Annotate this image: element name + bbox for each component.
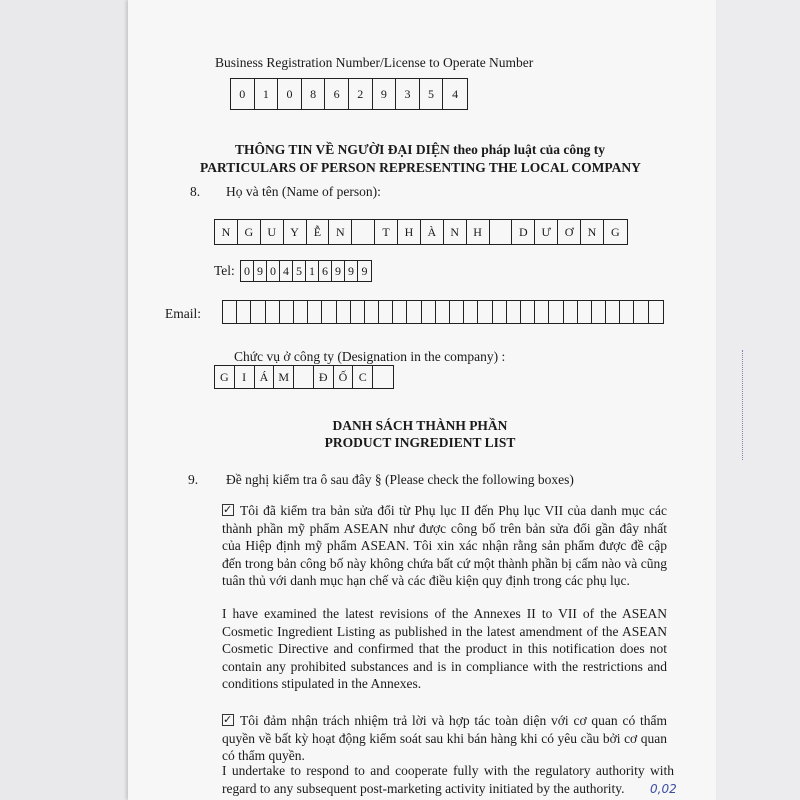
- declaration-2-vi-text: Tôi đảm nhận trách nhiệm trả lời và hợp tác toàn diện với cơ quan có thẩm quyền về bất kỳ hoạt động kiểm soát sau khi bán hàng khi có yêu cầu bởi cơ quan có thẩm quyền.: [222, 713, 667, 764]
- declaration-2-vi: [222, 712, 667, 765]
- representative-title-vi: THÔNG TIN VỀ NGƯỜI ĐẠI DIỆN theo pháp luật của công ty: [235, 142, 605, 157]
- tel-digit-box: 9: [332, 261, 345, 281]
- tel-label: Tel:: [214, 263, 235, 278]
- name-letter-box: H: [398, 220, 421, 244]
- tel-digit-box: 0: [241, 261, 254, 281]
- representative-title-en: PARTICULARS OF PERSON REPRESENTING THE LOCAL COMPANY: [200, 160, 641, 175]
- registration-digit-box: 4: [452, 86, 459, 101]
- registration-digit-box: 3: [396, 79, 420, 109]
- registration-digit-box: 0: [231, 79, 255, 109]
- name-letter-box: H: [467, 220, 490, 244]
- email-char-box: [634, 301, 648, 323]
- name-letter-box: Y: [284, 220, 307, 244]
- email-char-box: [337, 301, 351, 323]
- email-char-box: [280, 301, 294, 323]
- designation-letter-box: I: [235, 366, 255, 388]
- email-label: Email:: [165, 306, 201, 321]
- name-letter-box: N: [329, 220, 352, 244]
- registration-digit-box: 1: [255, 79, 279, 109]
- designation-label: Chức vụ ở công ty (Designation in the company) :: [234, 349, 506, 364]
- email-char-box: [365, 301, 379, 323]
- tel-digit-box: 9: [361, 263, 368, 278]
- registration-digit-box: 9: [373, 79, 397, 109]
- email-char-box: [521, 301, 535, 323]
- designation-boxes: [214, 365, 394, 389]
- email-char-box: [549, 301, 563, 323]
- handwritten-note: 0,02: [650, 782, 677, 796]
- checkbox-checked-icon[interactable]: [222, 714, 234, 726]
- email-char-box: [237, 301, 251, 323]
- email-char-box: [564, 301, 578, 323]
- registration-number-boxes: [230, 78, 468, 110]
- designation-letter-box: [294, 366, 314, 388]
- email-char-box: [223, 301, 237, 323]
- tel-digit-box: 5: [293, 261, 306, 281]
- registration-label: Business Registration Number/License to Operate Number: [215, 55, 534, 70]
- name-letter-box: Ễ: [307, 220, 330, 244]
- name-letter-box: N: [444, 220, 467, 244]
- email-char-box: [308, 301, 322, 323]
- email-char-box: [535, 301, 549, 323]
- email-char-box: [436, 301, 450, 323]
- declaration-1-vi: [222, 502, 667, 590]
- email-char-box: [578, 301, 592, 323]
- registration-digit-box: 2: [349, 79, 373, 109]
- registration-digit-box: 6: [325, 79, 349, 109]
- declaration-1-vi-text: Tôi đã kiểm tra bản sửa đổi từ Phụ lục II đến Phụ lục VII của danh mục các thành phần mỹ phẩm ASEAN như được công bố trên bản sửa đổi gần đây nhất của Hiệp định mỹ phẩm ASEAN. Tôi xin xác nhận rằng sản phẩm được đề cập đến trong bản công bố này không chứa bất cứ một thành phần bị cấm nào và cũng tuân thủ với danh mục hạn chế và các điều kiện quy định trong các phụ lục.: [222, 503, 667, 589]
- name-letter-box: [490, 220, 513, 244]
- name-letter-box: À: [421, 220, 444, 244]
- designation-letter-box: G: [215, 366, 235, 388]
- tel-digit-box: 1: [306, 261, 319, 281]
- background-page-left: [0, 0, 128, 800]
- tel-digit-box: 9: [254, 261, 267, 281]
- email-char-box: [649, 301, 663, 323]
- designation-letter-box: Ố: [334, 366, 354, 388]
- designation-letter-box: [373, 366, 393, 388]
- registration-digit-box: 8: [302, 79, 326, 109]
- declaration-1-en: I have examined the latest revisions of the Annexes II to VII of the ASEAN Cosmetic Ingredient Listing as published in the latest amendment of the ASEAN Cosmetic Directive and confirmed that the product in this notification does not contain any prohibited substances and is in compliance with the restrictions and conditions stipulated in the Annexes.: [222, 606, 667, 692]
- email-char-box: [393, 301, 407, 323]
- tel-digit-box: 6: [319, 261, 332, 281]
- name-letter-box: N: [581, 220, 604, 244]
- email-char-box: [379, 301, 393, 323]
- email-char-box: [606, 301, 620, 323]
- background-page-right: [716, 0, 800, 800]
- email-char-box: [493, 301, 507, 323]
- email-char-box: [464, 301, 478, 323]
- name-label: Họ và tên (Name of person):: [226, 184, 381, 199]
- name-letter-box: G: [238, 220, 261, 244]
- ingredient-title-vi: DANH SÁCH THÀNH PHẦN: [332, 418, 508, 433]
- item-number-9: 9.: [188, 472, 199, 487]
- email-char-box: [407, 301, 421, 323]
- name-boxes: [214, 219, 628, 245]
- tel-digit-box: 4: [280, 261, 293, 281]
- name-letter-box: N: [215, 220, 238, 244]
- email-char-box: [507, 301, 521, 323]
- email-char-box: [478, 301, 492, 323]
- registration-digit-box: 5: [420, 79, 444, 109]
- name-letter-box: [352, 220, 375, 244]
- designation-letter-box: M: [274, 366, 294, 388]
- check-instruction: Đề nghị kiểm tra ô sau đây § (Please check the following boxes): [226, 472, 574, 487]
- tel-boxes: [240, 260, 372, 282]
- email-char-box: [592, 301, 606, 323]
- margin-pen-marks: [742, 350, 751, 460]
- email-char-box: [266, 301, 280, 323]
- name-letter-box: D: [512, 220, 535, 244]
- email-char-box: [422, 301, 436, 323]
- name-letter-box: G: [610, 224, 620, 239]
- email-boxes: [222, 300, 664, 324]
- email-char-box: [450, 301, 464, 323]
- name-letter-box: U: [261, 220, 284, 244]
- tel-digit-box: 0: [267, 261, 280, 281]
- email-char-box: [251, 301, 265, 323]
- name-letter-box: Ơ: [558, 220, 581, 244]
- email-char-box: [620, 301, 634, 323]
- email-char-box: [351, 301, 365, 323]
- tel-digit-box: 9: [345, 261, 358, 281]
- item-number-8: 8.: [190, 184, 201, 199]
- designation-letter-box: Á: [255, 366, 275, 388]
- email-char-box: [322, 301, 336, 323]
- registration-digit-box: 0: [278, 79, 302, 109]
- name-letter-box: T: [375, 220, 398, 244]
- checkbox-checked-icon[interactable]: [222, 504, 234, 516]
- ingredient-title-en: PRODUCT INGREDIENT LIST: [324, 435, 516, 450]
- designation-letter-box: Đ: [314, 366, 334, 388]
- designation-letter-box: C: [353, 366, 373, 388]
- email-char-box: [294, 301, 308, 323]
- name-letter-box: Ư: [535, 220, 558, 244]
- declaration-2-en: I undertake to respond to and cooperate fully with the regulatory authority with regard to any subsequent post-marketing activity initiated by the authority.: [222, 763, 674, 796]
